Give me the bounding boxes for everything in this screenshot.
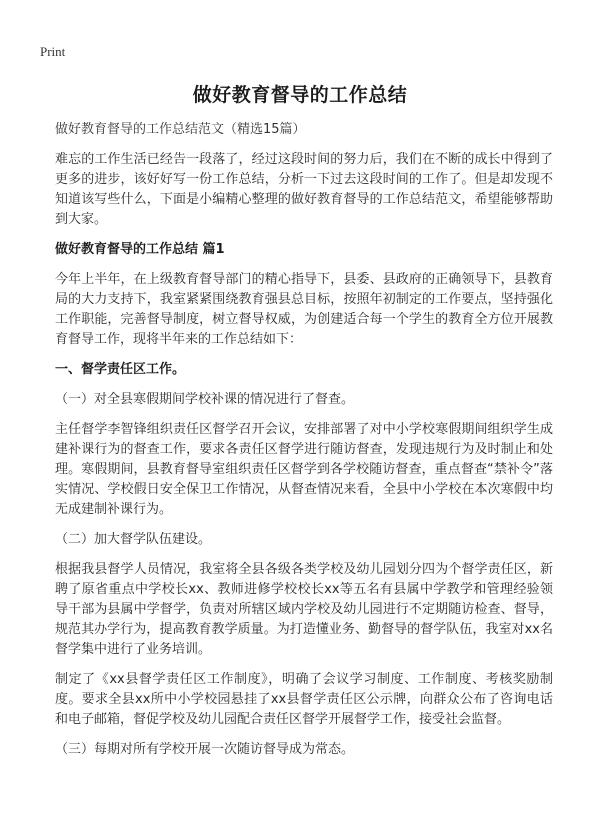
- subsection-2-paragraph-2: 制定了《xx县督学责任区工作制度》，明确了会议学习制度、工作制度、考核奖励制度。要求全县xx所中小学校园悬挂了xx县督学责任区公示牌，向群众公布了咨询电话和电子邮箱，督促学校及幼儿园配合责任区督学开展督学工作，接受社会监督。: [55, 672, 553, 727]
- document-subtitle: 做好教育督导的工作总结范文（精选15篇）: [55, 122, 306, 137]
- part-intro-paragraph: 今年上半年，在上级教育督导部门的精心指导下，县委、县政府的正确领导下，县教育局的大力支持下，我室紧紧围绕教育强县总目标，按照年初制定的工作要点，坚持强化工作职能，完善督导制度，树立督导权威，为创建适合每一个学生的教育全方位开展教育督导工作，现将半年来的工作总结如下：: [55, 272, 553, 347]
- page-title: 做好教育督导的工作总结: [192, 84, 408, 106]
- subsection-2-heading: （二）加大督学队伍建设。: [55, 532, 212, 547]
- subsection-1-heading: （一）对全县寒假期间学校补课的情况进行了督查。: [55, 392, 355, 407]
- subsection-2-paragraph-1: 根据我县督学人员情况，我室将全县各级各类学校及幼儿园划分四为个督学责任区，新聘了原省重点中学校长xx、教师进修学校校长xx等五名有县属中学教学和管理经验领导干部为县属中学督学，负责对所辖区域内学校及幼儿园进行不定期随访检查、督导，规范其办学行为，提高教育教学质量。为打造懂业务、勤督导的督学队伍，我室对xx名督学集中进行了业务培训。: [55, 562, 553, 657]
- document-body: [55, 120, 553, 770]
- subsection-1-paragraph: 主任督学李智锋组织责任区督学召开会议，安排部署了对中小学校寒假期间组织学生成建补课行为的督查工作，要求各责任区督学进行随访督查，发现违规行为及时制止和处理。寒假期间，县教育督导室组织责任区督学到各学校随访督查，重点督查“禁补令”落实情况、学校假日安全保卫工作情况，从督查情况来看，全县中小学校在本次寒假中均无成建制补课行为。: [55, 422, 553, 517]
- part-heading: 做好教育督导的工作总结 篇1: [55, 242, 225, 257]
- intro-paragraph: 难忘的工作生活已经告一段落了，经过这段时间的努力后，我们在不断的成长中得到了更多的进步，该好好写一份工作总结，分析一下过去这段时间的工作了。但是却发现不知道该写些什么，下面是小编精心整理的做好教育督导的工作总结范文，希望能够帮助到大家。: [55, 152, 553, 227]
- section-1-heading: 一、督学责任区工作。: [55, 362, 186, 377]
- print-link[interactable]: Print: [40, 44, 66, 59]
- subsection-3-heading: （三）每期对所有学校开展一次随访督导成为常态。: [55, 742, 355, 757]
